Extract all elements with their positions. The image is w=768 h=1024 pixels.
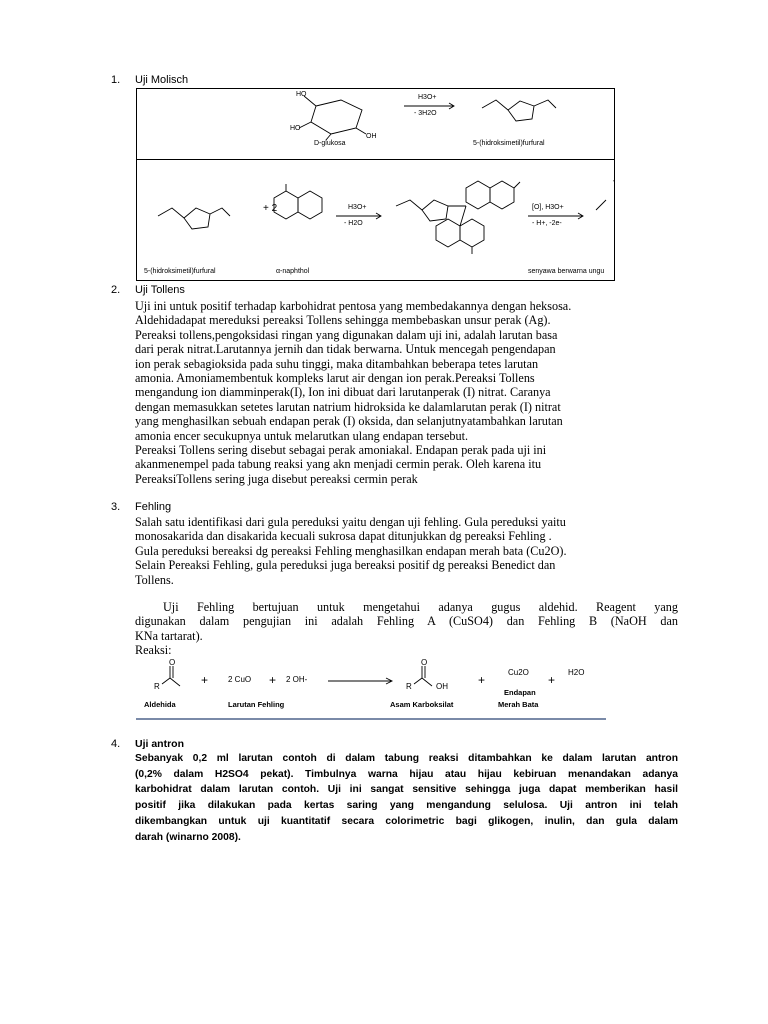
- merah-bata-label: Merah Bata: [498, 700, 539, 709]
- fehling-line: Gula pereduksi bereaksi dg pereaksi Fehling menghasilkan endapan merah bata (Cu2O).: [135, 543, 567, 558]
- tollens-line: mengandung ion diamminperak(I), Ion ini dibuat dari larutanperak (I) nitrat. Caranya: [135, 385, 551, 400]
- tollens-line: ion perak sebagioksida pada suhu tinggi, maka ditambahkan beberapa tetes larutan: [135, 356, 539, 371]
- acid-oh-label: OH: [436, 682, 448, 691]
- h2o-label: H2O: [568, 668, 585, 677]
- antron-line: Sebanyak 0,2 ml larutan contoh di dalam tabung reaksi ditambahkan ke dalam larutan antron: [135, 753, 678, 764]
- molisch-reaction-figure: [136, 88, 615, 281]
- tollens-line: Pereaksi Tollens sering disebut sebagai perak amoniakal. Endapan perak pada uji ini: [135, 443, 547, 458]
- antron-paragraph: [135, 751, 678, 845]
- tollens-line: Pereaksi tollens,pengoksidasi ringan yang digunakan dalam uji ini, adalah larutan basa: [135, 327, 558, 342]
- reaksi-label: Reaksi:: [135, 643, 172, 658]
- fehling-reaction-figure: [136, 656, 606, 720]
- cuo-label: 2 CuO: [228, 675, 252, 684]
- antron-line: positif jika dilakukan pada kertas saring yang mengandung selulosa. Uji antron ini telah: [135, 800, 678, 812]
- tollens-line: amonia. Amoniamembentuk kompleks larut air dengan ion perak.Pereaksi Tollens: [135, 371, 535, 386]
- glucose-ho-label-1: HO: [296, 91, 307, 98]
- fehling-line: Salah satu identifikasi dari gula pereduksi yaitu dengan uji fehling. Gula pereduksi yaitu: [135, 515, 566, 529]
- naphthol-label: α-naphthol: [276, 268, 310, 275]
- section-3-title: Fehling: [135, 501, 172, 513]
- antron-line: karbohidrat dalam larutan contoh. Uji ini sangat sensitive sehingga juga dapat memberikan hasil: [135, 784, 678, 796]
- fehling-paragraph-2: [135, 600, 678, 658]
- plus-sign-1: +: [201, 673, 209, 687]
- tollens-line: amonia encer secukupnya untuk melarutkan ulang endapan tersebut.: [135, 428, 469, 443]
- plus-sign-3: +: [478, 673, 486, 687]
- antron-line: darah (winarno 2008).: [135, 831, 241, 843]
- molisch-water-loss-label: - 3H2O: [414, 110, 437, 117]
- plus-sign-4: +: [548, 673, 556, 687]
- plus-sign-2: +: [269, 673, 277, 687]
- asam-karboksilat-label: Asam Karboksilat: [390, 700, 454, 709]
- aldehida-label: Aldehida: [144, 700, 176, 709]
- acid-o-label: O: [421, 658, 428, 667]
- section-1-number: 1.: [111, 74, 121, 86]
- tollens-line: yang menghasilkan sebuah endapan perak (I) oksida, dan selanjutnyatambahkan larutan: [135, 414, 563, 429]
- antron-line: (0,2% dalam H2SO4 pekat). Timbulnya warna hijau atau hijau kebiruan menandakan adanya: [135, 768, 678, 780]
- endapan-label: Endapan: [504, 688, 536, 697]
- hydrogen-loss-label: - H+, -2e-: [532, 220, 562, 227]
- aldehyde-r-label: R: [154, 682, 160, 691]
- fehling-line: Selain Pereaksi Fehling, gula pereduksi juga bereaksi positif dg pereaksi Benedict dan: [135, 558, 556, 573]
- fehling-line: KNa tartarat).: [135, 628, 203, 643]
- section-2-title: Uji Tollens: [135, 284, 185, 296]
- hmf-label-top: 5-(hidroksimetil)furfural: [473, 140, 545, 147]
- hmf-label-bottom: 5-(hidroksimetil)furfural: [144, 268, 216, 275]
- glucose-oh-label: OH: [366, 133, 377, 140]
- plus-two-label: + 2: [263, 203, 278, 214]
- molisch-structures: [136, 88, 615, 281]
- tollens-line: Uji ini untuk positif terhadap karbohidrat pentosa yang membedakannya dengan heksosa.: [135, 299, 572, 313]
- larutan-fehling-label: Larutan Fehling: [228, 700, 285, 709]
- glucose-ho-label-2: HO: [290, 125, 301, 132]
- section-4-title: Uji antron: [135, 738, 184, 750]
- section-2-number: 2.: [111, 284, 121, 296]
- aldehyde-o-label: O: [169, 658, 176, 667]
- tollens-line: PereaksiTollens sering juga disebut pereaksi cermin perak: [135, 471, 418, 486]
- molisch-reagent-label: H3O+: [418, 94, 437, 101]
- d-glukosa-label: D-glukosa: [314, 140, 346, 147]
- fehling-paragraph-1: [135, 515, 680, 587]
- oxidation-reagent-label: [O], H3O+: [532, 204, 564, 211]
- antron-line: dikembangkan untuk uji kuantitatif secara colorimetric bagi glikogen, inulin, dan gula dalam: [135, 815, 678, 827]
- tollens-line: Aldehidadapat mereduksi pereaksi Tollens sehingga membebaskan unsur perak (Ag).: [135, 313, 551, 328]
- tollens-line: dari perak nitrat.Larutannya jernih dan tidak berwarna. Untuk mencegah pengendapan: [135, 342, 556, 357]
- fehling-line: Uji Fehling bertujuan untuk mengetahui adanya gugus aldehid. Reagent yang: [163, 600, 678, 614]
- fehling-line: digunakan dalam pengujian ini adalah Fehling A (CuSO4) dan Fehling B (NaOH dan: [135, 614, 678, 629]
- section-3-number: 3.: [111, 501, 121, 513]
- fehling-line: monosakarida dan disakarida kecuali sukrosa dapat ditunjukkan dg pereaksi Fehling .: [135, 529, 552, 544]
- tollens-paragraph: [135, 299, 675, 486]
- molisch-reagent-label-2: H3O+: [348, 204, 367, 211]
- hydroxide-label: 2 OH-: [286, 675, 308, 684]
- molisch-water-loss-label-2: - H2O: [344, 220, 363, 227]
- cu2o-label: Cu2O: [508, 668, 529, 677]
- purple-compound-label: senyawa berwarna ungu: [528, 268, 605, 275]
- section-1-title: Uji Molisch: [135, 74, 189, 86]
- acid-r-label: R: [406, 682, 412, 691]
- tollens-line: akanmenempel pada tabung reaksi yang akn menjadi cermin perak. Oleh karena itu: [135, 457, 542, 472]
- section-4-number: 4.: [111, 738, 121, 750]
- tollens-line: dengan memasukkan setetes larutan natrium hidroksida ke dalamlarutan perak (I) nitrat: [135, 399, 561, 414]
- fehling-line: Tollens.: [135, 572, 174, 587]
